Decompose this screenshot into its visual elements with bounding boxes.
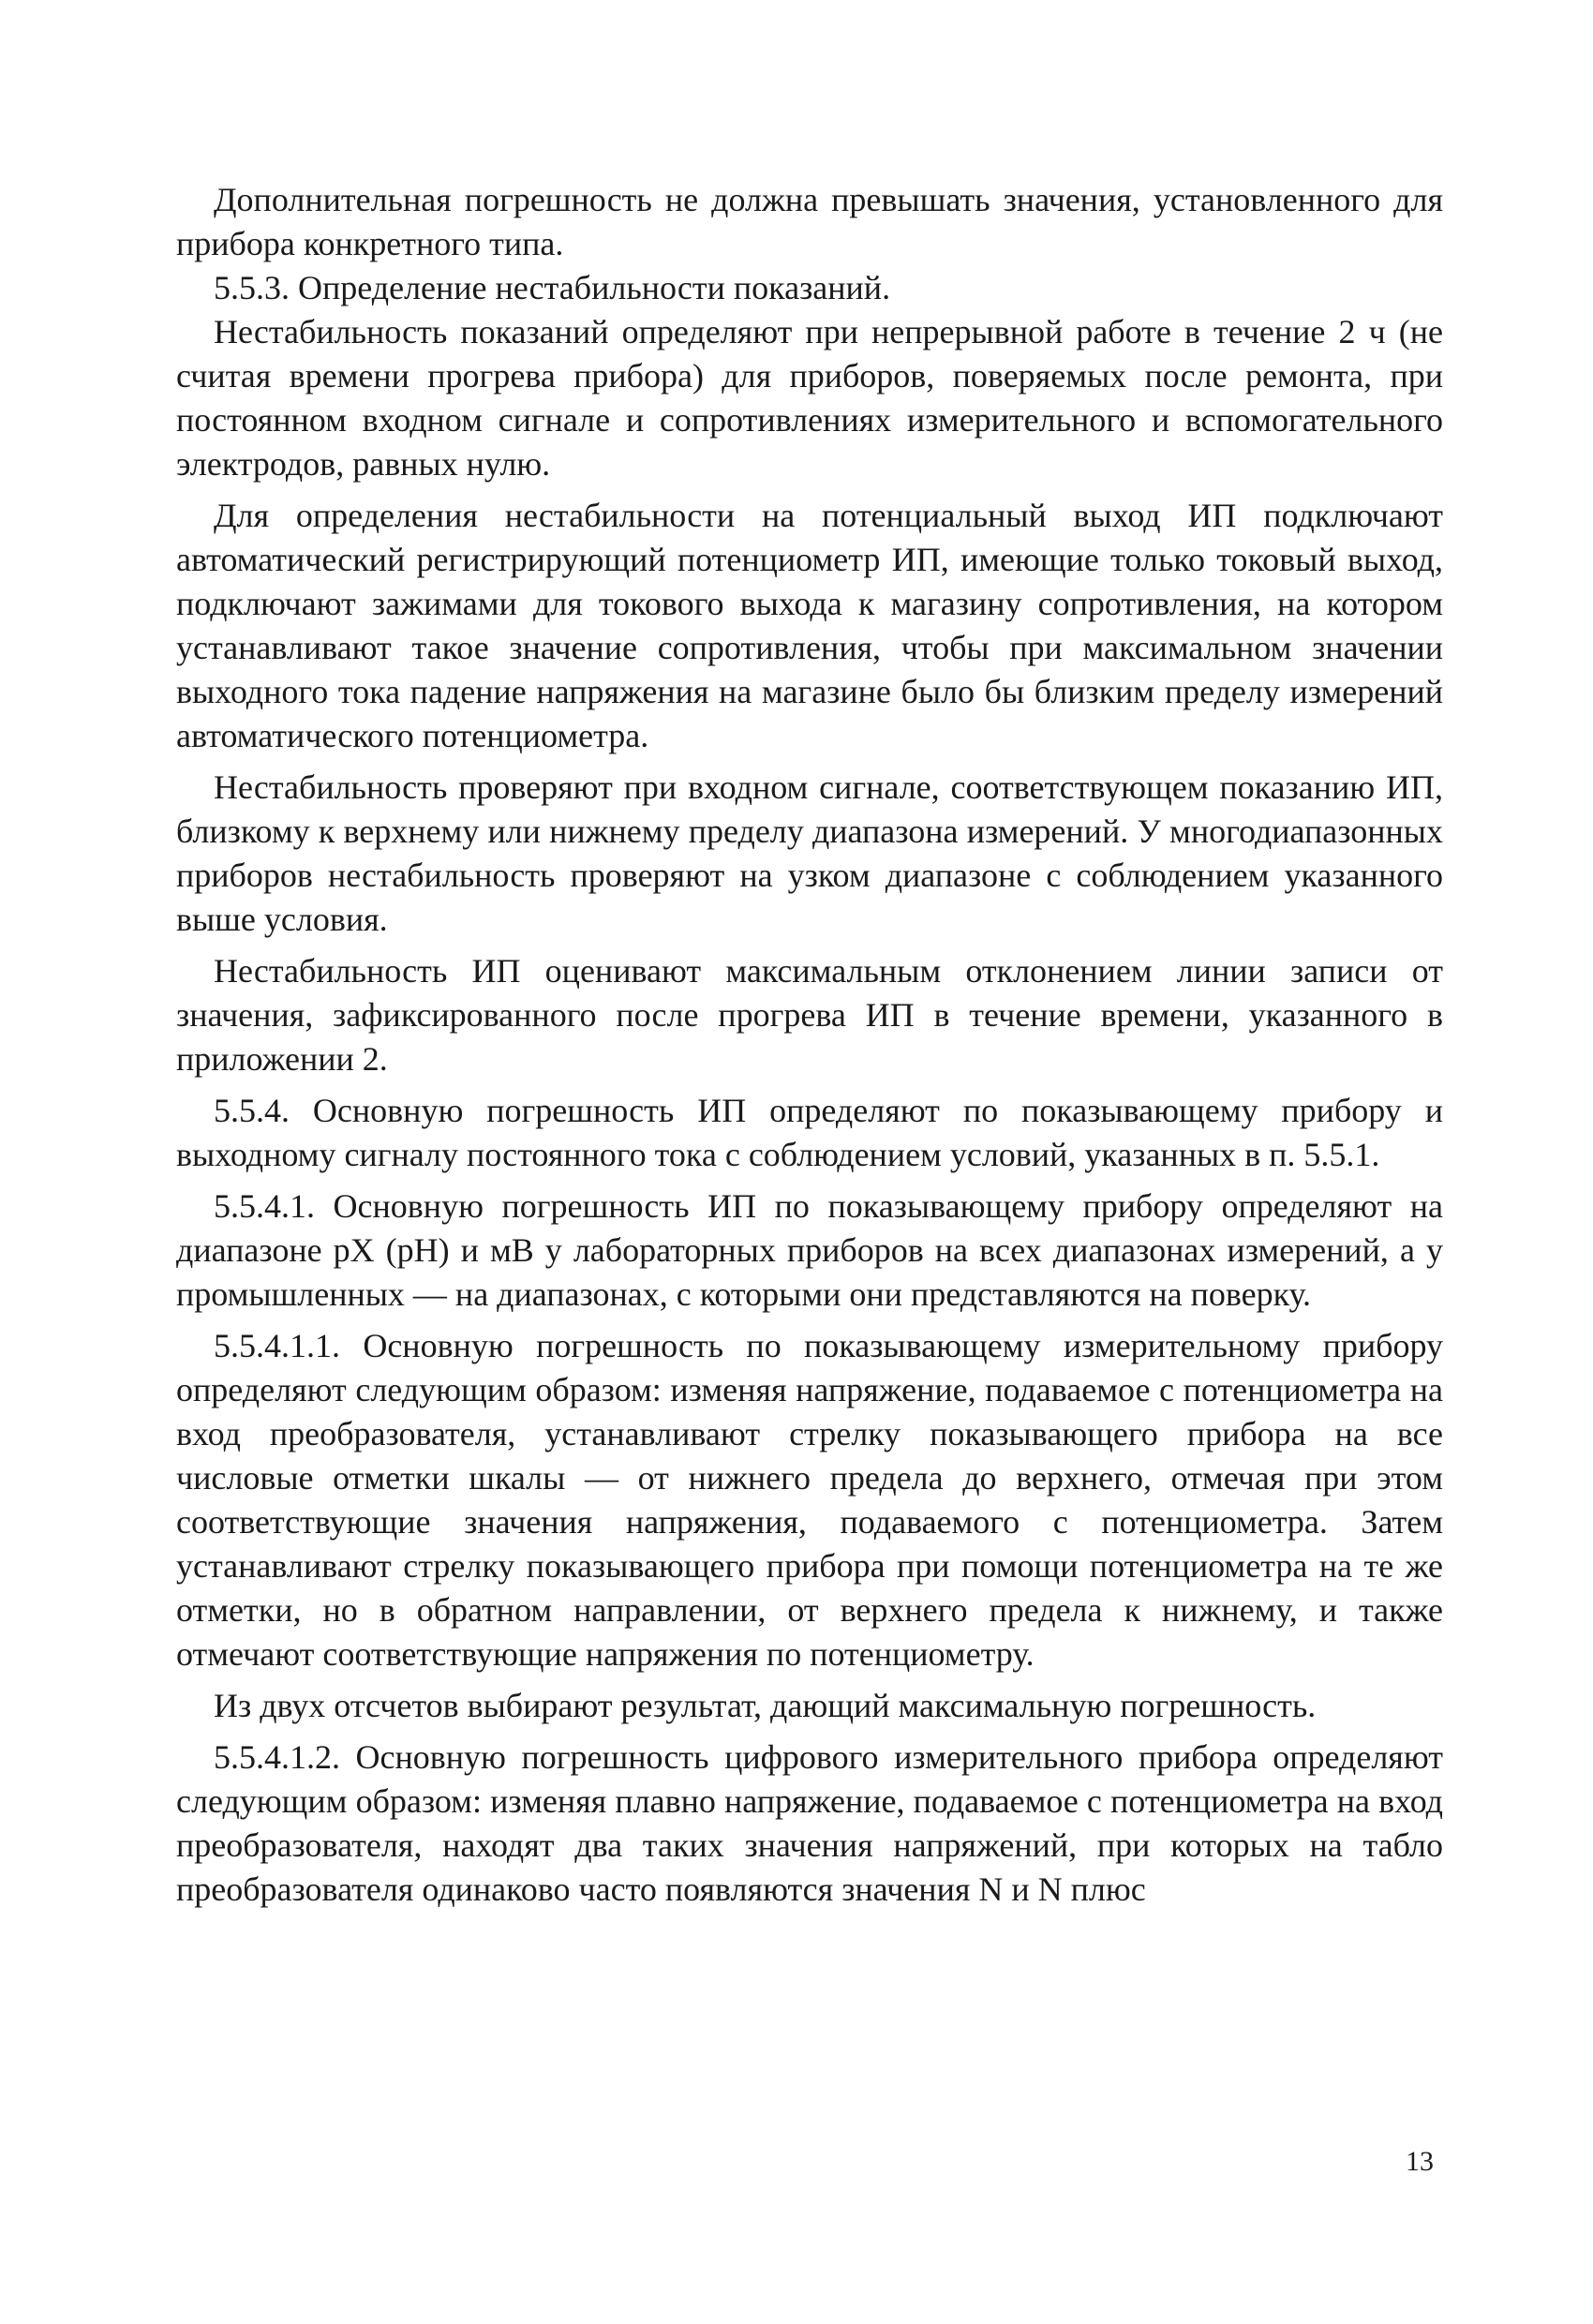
page-number: 13 — [1406, 2146, 1434, 2177]
paragraph-additional-error: Дополнительная погрешность не должна превышать значения, установленного для прибора конкретного типа. — [176, 181, 1443, 262]
section-5-5-4-1-2: 5.5.4.1.2. Основную погрешность цифрового измерительного прибора определяют следующим образом: изменяя плавно напряжение, подаваемое с потенциометра на вход преобразователя, находят два таких значения напряжений, при которых на табло преобразователя одинаково часто появляются значения N и N плюс — [176, 1738, 1443, 1908]
paragraph-instability-definition: Нестабильность показаний определяют при непрерывной работе в течение 2 ч (не считая времени прогрева прибора) для приборов, поверяемых после ремонта, при постоянном входном сигнале и сопротивлениях измерительного и вспомогательного электродов, равных нулю. — [176, 313, 1443, 483]
paragraph-instability-evaluation: Нестабильность ИП оценивают максимальным отклонением линии записи от значения, зафиксированного после прогрева ИП в течение времени, указанного в приложении 2. — [176, 952, 1443, 1078]
section-5-5-4-1-1: 5.5.4.1.1. Основную погрешность по показывающему измерительному прибору определяют следующим образом: изменяя напряжение, подаваемое с потенциометра на вход преобразователя, устанавливают стрелку показывающего прибора на все числовые отметки шкалы — от нижнего предела до верхнего, отмечая при этом соответствующие значения напряжения, подаваемого с потенциометра. Затем устанавливают стрелку показывающего прибора при помощи потенциометра на те же отметки, но в обратном направлении, от верхнего предела к нижнему, и также отмечают соответствующие напряжения по потенциометру. — [176, 1327, 1443, 1673]
section-heading-5-5-3: 5.5.3. Определение нестабильности показаний. — [214, 269, 891, 306]
document-body — [176, 178, 1443, 1919]
paragraph-two-readings: Из двух отсчетов выбирают результат, дающий максимальную погрешность. — [214, 1687, 1317, 1724]
section-5-5-4: 5.5.4. Основную погрешность ИП определяют по показывающему прибору и выходному сигналу постоянного тока с соблюдением условий, указанных в п. 5.5.1. — [176, 1092, 1443, 1173]
section-5-5-4-1: 5.5.4.1. Основную погрешность ИП по показывающему прибору определяют на диапазоне pX (pH) и мВ у лабораторных приборов на всех диапазонах измерений, а у промышленных — на диапазонах, с которыми они представляются на поверку. — [176, 1187, 1443, 1313]
paragraph-instability-setup: Для определения нестабильности на потенциальный выход ИП подключают автоматический регистрирующий потенциометр ИП, имеющие только токовый выход, подключают зажимами для токового выхода к магазину сопротивления, на котором устанавливают такое значение сопротивления, чтобы при максимальном значении выходного тока падение напряжения на магазине было бы близким пределу измерений автоматического потенциометра. — [176, 497, 1443, 754]
paragraph-instability-check: Нестабильность проверяют при входном сигнале, соответствующем показанию ИП, близкому к верхнему или нижнему пределу диапазона измерений. У многодиапазонных приборов нестабильность проверяют на узком диапазоне с соблюдением указанного выше условия. — [176, 768, 1443, 938]
